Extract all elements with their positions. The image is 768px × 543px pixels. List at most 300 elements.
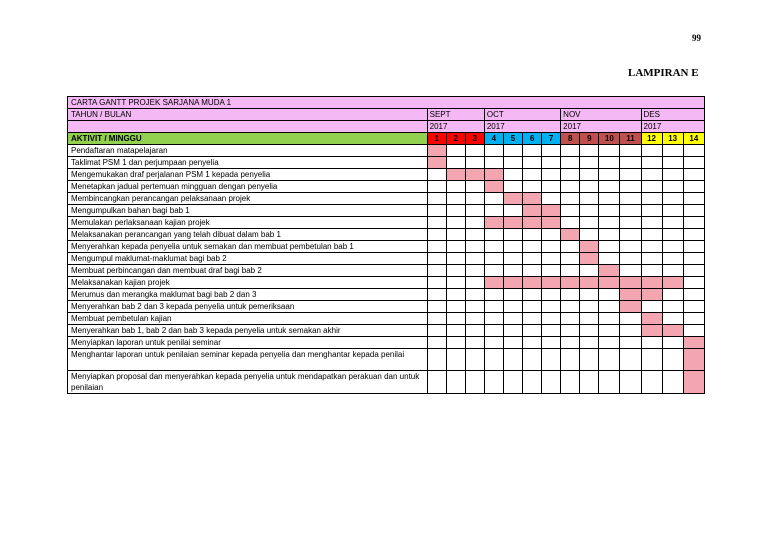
gantt-empty-cell <box>446 301 465 313</box>
gantt-empty-cell <box>465 253 484 265</box>
gantt-empty-cell <box>683 241 704 253</box>
gantt-empty-cell <box>580 169 599 181</box>
gantt-empty-cell <box>641 181 662 193</box>
week-header-cell: 9 <box>580 133 599 145</box>
activity-name: Membuat pembetulan kajian <box>68 313 428 325</box>
gantt-empty-cell <box>599 253 620 265</box>
week-row <box>68 133 705 145</box>
gantt-empty-cell <box>662 289 683 301</box>
month-oct: OCT <box>484 109 560 121</box>
gantt-empty-cell <box>599 325 620 337</box>
activity-row <box>68 241 705 253</box>
activity-row <box>68 337 705 349</box>
gantt-empty-cell <box>523 349 542 371</box>
gantt-bar-cell <box>427 157 446 169</box>
gantt-empty-cell <box>542 337 561 349</box>
gantt-bar-cell <box>427 145 446 157</box>
title-row <box>68 97 705 109</box>
activity-row <box>68 193 705 205</box>
gantt-empty-cell <box>523 289 542 301</box>
gantt-empty-cell <box>599 301 620 313</box>
gantt-empty-cell <box>523 157 542 169</box>
gantt-empty-cell <box>427 253 446 265</box>
gantt-empty-cell <box>683 313 704 325</box>
gantt-empty-cell <box>599 349 620 371</box>
gantt-bar-cell <box>599 265 620 277</box>
gantt-empty-cell <box>580 193 599 205</box>
gantt-empty-cell <box>620 205 641 217</box>
gantt-empty-cell <box>683 265 704 277</box>
gantt-empty-cell <box>599 169 620 181</box>
gantt-empty-cell <box>523 313 542 325</box>
year-des: 2017 <box>641 121 704 133</box>
gantt-empty-cell <box>427 325 446 337</box>
gantt-empty-cell <box>465 301 484 313</box>
gantt-empty-cell <box>427 301 446 313</box>
gantt-empty-cell <box>542 181 561 193</box>
gantt-empty-cell <box>465 265 484 277</box>
gantt-empty-cell <box>561 337 580 349</box>
week-header-cell: 12 <box>641 133 662 145</box>
gantt-bar-cell <box>484 181 503 193</box>
activity-row <box>68 217 705 229</box>
week-header-cell: 6 <box>523 133 542 145</box>
activity-name: Menetapkan jadual pertemuan mingguan dengan penyelia <box>68 181 428 193</box>
gantt-bar-cell <box>683 371 704 394</box>
gantt-empty-cell <box>484 205 503 217</box>
month-des: DES <box>641 109 704 121</box>
gantt-bar-cell <box>465 169 484 181</box>
activity-row <box>68 169 705 181</box>
gantt-empty-cell <box>542 301 561 313</box>
gantt-empty-cell <box>580 205 599 217</box>
gantt-empty-cell <box>542 265 561 277</box>
gantt-empty-cell <box>465 337 484 349</box>
gantt-empty-cell <box>542 169 561 181</box>
gantt-empty-cell <box>523 337 542 349</box>
week-header-cell: 13 <box>662 133 683 145</box>
gantt-empty-cell <box>484 371 503 394</box>
page-number: 99 <box>692 33 701 43</box>
gantt-empty-cell <box>662 205 683 217</box>
gantt-empty-cell <box>446 289 465 301</box>
activity-name: Taklimat PSM 1 dan perjumpaan penyelia <box>68 157 428 169</box>
gantt-empty-cell <box>620 349 641 371</box>
gantt-empty-cell <box>641 301 662 313</box>
activity-row <box>68 349 705 371</box>
year-month-label: TAHUN / BULAN <box>68 109 428 121</box>
gantt-empty-cell <box>641 217 662 229</box>
gantt-empty-cell <box>503 181 522 193</box>
activity-row <box>68 313 705 325</box>
gantt-empty-cell <box>620 145 641 157</box>
gantt-empty-cell <box>427 265 446 277</box>
gantt-empty-cell <box>465 145 484 157</box>
gantt-empty-cell <box>641 193 662 205</box>
activity-name: Menyerahkan bab 1, bab 2 dan bab 3 kepada penyelia untuk semakan akhir <box>68 325 428 337</box>
gantt-empty-cell <box>580 371 599 394</box>
gantt-empty-cell <box>446 371 465 394</box>
activity-name: Membincangkan perancangan pelaksanaan projek <box>68 193 428 205</box>
gantt-empty-cell <box>599 337 620 349</box>
month-sept: SEPT <box>427 109 484 121</box>
gantt-empty-cell <box>503 371 522 394</box>
gantt-empty-cell <box>641 169 662 181</box>
appendix-title: LAMPIRAN E <box>628 67 699 79</box>
week-header-cell: 11 <box>620 133 641 145</box>
gantt-empty-cell <box>641 241 662 253</box>
gantt-empty-cell <box>503 313 522 325</box>
gantt-empty-cell <box>465 277 484 289</box>
gantt-empty-cell <box>427 217 446 229</box>
gantt-empty-cell <box>523 325 542 337</box>
gantt-empty-cell <box>523 145 542 157</box>
gantt-empty-cell <box>662 371 683 394</box>
gantt-bar-cell <box>580 277 599 289</box>
gantt-empty-cell <box>641 349 662 371</box>
gantt-empty-cell <box>620 313 641 325</box>
year-nov: 2017 <box>561 121 641 133</box>
gantt-empty-cell <box>580 289 599 301</box>
gantt-empty-cell <box>465 229 484 241</box>
gantt-empty-cell <box>427 277 446 289</box>
gantt-empty-cell <box>599 241 620 253</box>
activity-name: Menyerahkan kepada penyelia untuk semakan dan membuat pembetulan bab 1 <box>68 241 428 253</box>
activity-row <box>68 325 705 337</box>
gantt-empty-cell <box>599 229 620 241</box>
gantt-empty-cell <box>446 145 465 157</box>
gantt-empty-cell <box>503 325 522 337</box>
gantt-bar-cell <box>662 277 683 289</box>
gantt-empty-cell <box>523 241 542 253</box>
gantt-empty-cell <box>465 371 484 394</box>
activity-name: Menyerahkan bab 2 dan 3 kepada penyelia untuk pemeriksaan <box>68 301 428 313</box>
gantt-empty-cell <box>599 289 620 301</box>
gantt-empty-cell <box>561 241 580 253</box>
gantt-empty-cell <box>641 337 662 349</box>
gantt-bar-cell <box>446 169 465 181</box>
gantt-empty-cell <box>561 205 580 217</box>
gantt-empty-cell <box>465 349 484 371</box>
gantt-empty-cell <box>599 313 620 325</box>
gantt-empty-cell <box>427 349 446 371</box>
gantt-empty-cell <box>620 371 641 394</box>
gantt-bar-cell <box>620 289 641 301</box>
gantt-empty-cell <box>446 325 465 337</box>
activity-row <box>68 157 705 169</box>
gantt-empty-cell <box>446 313 465 325</box>
gantt-empty-cell <box>620 229 641 241</box>
gantt-empty-cell <box>683 145 704 157</box>
gantt-empty-cell <box>484 241 503 253</box>
week-header-cell: 3 <box>465 133 484 145</box>
gantt-empty-cell <box>465 193 484 205</box>
activity-name: Menghantar laporan untuk penilaian seminar kepada penyelia dan menghantar kepada penilai <box>68 349 428 371</box>
gantt-empty-cell <box>446 205 465 217</box>
gantt-empty-cell <box>542 145 561 157</box>
month-row <box>68 109 705 121</box>
gantt-empty-cell <box>683 217 704 229</box>
gantt-bar-cell <box>662 325 683 337</box>
year-row-spacer <box>68 121 428 133</box>
activity-row <box>68 301 705 313</box>
gantt-empty-cell <box>620 325 641 337</box>
gantt-empty-cell <box>580 325 599 337</box>
gantt-empty-cell <box>641 205 662 217</box>
gantt-bar-cell <box>523 277 542 289</box>
gantt-empty-cell <box>662 253 683 265</box>
gantt-bar-cell <box>641 277 662 289</box>
gantt-empty-cell <box>542 313 561 325</box>
gantt-empty-cell <box>620 157 641 169</box>
gantt-empty-cell <box>561 371 580 394</box>
gantt-bar-cell <box>683 349 704 371</box>
gantt-empty-cell <box>620 217 641 229</box>
gantt-empty-cell <box>484 145 503 157</box>
gantt-empty-cell <box>641 253 662 265</box>
gantt-empty-cell <box>662 169 683 181</box>
gantt-empty-cell <box>683 277 704 289</box>
activity-row <box>68 253 705 265</box>
gantt-empty-cell <box>641 229 662 241</box>
gantt-empty-cell <box>484 157 503 169</box>
gantt-bar-cell <box>542 205 561 217</box>
gantt-empty-cell <box>599 145 620 157</box>
gantt-empty-cell <box>503 169 522 181</box>
gantt-empty-cell <box>446 265 465 277</box>
gantt-empty-cell <box>599 157 620 169</box>
activity-name: Merumus dan merangka maklumat bagi bab 2 dan 3 <box>68 289 428 301</box>
gantt-empty-cell <box>503 349 522 371</box>
activity-name: Memulakan perlaksanaan kajian projek <box>68 217 428 229</box>
month-nov: NOV <box>561 109 641 121</box>
gantt-empty-cell <box>542 193 561 205</box>
gantt-empty-cell <box>503 265 522 277</box>
gantt-chart-table <box>67 96 705 394</box>
gantt-empty-cell <box>561 145 580 157</box>
gantt-empty-cell <box>446 241 465 253</box>
activity-name: Mengumpul maklumat-maklumat bagi bab 2 <box>68 253 428 265</box>
gantt-bar-cell <box>484 169 503 181</box>
gantt-empty-cell <box>662 217 683 229</box>
week-header-cell: 8 <box>561 133 580 145</box>
gantt-empty-cell <box>561 289 580 301</box>
gantt-empty-cell <box>427 205 446 217</box>
activity-row <box>68 265 705 277</box>
gantt-empty-cell <box>484 265 503 277</box>
activity-row <box>68 229 705 241</box>
gantt-empty-cell <box>683 157 704 169</box>
gantt-empty-cell <box>427 241 446 253</box>
gantt-bar-cell <box>580 253 599 265</box>
gantt-empty-cell <box>662 301 683 313</box>
activity-row <box>68 205 705 217</box>
gantt-bar-cell <box>523 217 542 229</box>
gantt-empty-cell <box>465 325 484 337</box>
gantt-bar-cell <box>523 193 542 205</box>
gantt-empty-cell <box>503 157 522 169</box>
gantt-bar-cell <box>620 301 641 313</box>
gantt-empty-cell <box>599 217 620 229</box>
gantt-empty-cell <box>446 277 465 289</box>
gantt-empty-cell <box>503 301 522 313</box>
gantt-empty-cell <box>580 217 599 229</box>
gantt-empty-cell <box>465 205 484 217</box>
gantt-empty-cell <box>465 217 484 229</box>
activity-row <box>68 289 705 301</box>
gantt-empty-cell <box>580 229 599 241</box>
gantt-bar-cell <box>484 217 503 229</box>
gantt-bar-cell <box>599 277 620 289</box>
gantt-bar-cell <box>484 277 503 289</box>
gantt-empty-cell <box>427 337 446 349</box>
gantt-empty-cell <box>620 169 641 181</box>
gantt-empty-cell <box>523 301 542 313</box>
gantt-empty-cell <box>427 289 446 301</box>
gantt-empty-cell <box>561 265 580 277</box>
activity-row <box>68 371 705 394</box>
activity-row <box>68 145 705 157</box>
gantt-empty-cell <box>641 371 662 394</box>
gantt-empty-cell <box>580 181 599 193</box>
gantt-empty-cell <box>620 253 641 265</box>
gantt-empty-cell <box>662 229 683 241</box>
activity-name: Pendaftaran matapelajaran <box>68 145 428 157</box>
activity-name: Melaksanakan kajian projek <box>68 277 428 289</box>
gantt-empty-cell <box>523 181 542 193</box>
gantt-empty-cell <box>542 371 561 394</box>
gantt-bar-cell <box>641 313 662 325</box>
gantt-empty-cell <box>427 371 446 394</box>
gantt-empty-cell <box>580 145 599 157</box>
gantt-empty-cell <box>683 205 704 217</box>
year-row <box>68 121 705 133</box>
gantt-empty-cell <box>446 253 465 265</box>
year-sept: 2017 <box>427 121 484 133</box>
gantt-empty-cell <box>542 325 561 337</box>
gantt-empty-cell <box>561 157 580 169</box>
gantt-empty-cell <box>542 157 561 169</box>
week-header-cell: 1 <box>427 133 446 145</box>
gantt-empty-cell <box>503 241 522 253</box>
gantt-empty-cell <box>599 181 620 193</box>
activity-name: Melaksanakan perancangan yang telah dibuat dalam bab 1 <box>68 229 428 241</box>
gantt-empty-cell <box>484 253 503 265</box>
gantt-empty-cell <box>446 157 465 169</box>
gantt-empty-cell <box>599 205 620 217</box>
gantt-empty-cell <box>561 349 580 371</box>
gantt-bar-cell <box>503 193 522 205</box>
gantt-empty-cell <box>580 349 599 371</box>
activity-name: Menyiapkan laporan untuk penilai seminar <box>68 337 428 349</box>
gantt-empty-cell <box>683 229 704 241</box>
gantt-empty-cell <box>662 241 683 253</box>
gantt-empty-cell <box>465 313 484 325</box>
gantt-empty-cell <box>561 181 580 193</box>
gantt-bar-cell <box>683 337 704 349</box>
week-header-cell: 4 <box>484 133 503 145</box>
gantt-empty-cell <box>427 313 446 325</box>
gantt-empty-cell <box>620 265 641 277</box>
gantt-empty-cell <box>542 289 561 301</box>
gantt-empty-cell <box>620 193 641 205</box>
gantt-empty-cell <box>465 241 484 253</box>
gantt-bar-cell <box>641 325 662 337</box>
gantt-empty-cell <box>599 371 620 394</box>
gantt-empty-cell <box>683 181 704 193</box>
gantt-empty-cell <box>484 301 503 313</box>
gantt-empty-cell <box>662 193 683 205</box>
gantt-empty-cell <box>503 253 522 265</box>
gantt-empty-cell <box>503 205 522 217</box>
gantt-empty-cell <box>641 157 662 169</box>
gantt-empty-cell <box>503 337 522 349</box>
gantt-empty-cell <box>620 241 641 253</box>
gantt-empty-cell <box>662 337 683 349</box>
gantt-empty-cell <box>641 145 662 157</box>
gantt-empty-cell <box>662 181 683 193</box>
gantt-empty-cell <box>580 265 599 277</box>
gantt-empty-cell <box>561 193 580 205</box>
gantt-empty-cell <box>662 313 683 325</box>
gantt-bar-cell <box>542 277 561 289</box>
gantt-empty-cell <box>561 325 580 337</box>
gantt-empty-cell <box>662 145 683 157</box>
gantt-bar-cell <box>503 277 522 289</box>
activity-name: Menyiapkan proposal dan menyerahkan kepada penyelia untuk mendapatkan perakuan dan untuk penilaian <box>68 371 428 394</box>
gantt-empty-cell <box>446 229 465 241</box>
gantt-empty-cell <box>683 193 704 205</box>
gantt-empty-cell <box>683 325 704 337</box>
gantt-empty-cell <box>561 301 580 313</box>
gantt-empty-cell <box>484 325 503 337</box>
week-header-cell: 2 <box>446 133 465 145</box>
gantt-empty-cell <box>484 193 503 205</box>
gantt-empty-cell <box>561 313 580 325</box>
gantt-bar-cell <box>561 277 580 289</box>
gantt-empty-cell <box>580 337 599 349</box>
gantt-empty-cell <box>503 229 522 241</box>
gantt-bar-cell <box>523 205 542 217</box>
gantt-empty-cell <box>683 301 704 313</box>
gantt-empty-cell <box>683 253 704 265</box>
gantt-empty-cell <box>641 265 662 277</box>
chart-title: CARTA GANTT PROJEK SARJANA MUDA 1 <box>68 97 705 109</box>
gantt-empty-cell <box>427 193 446 205</box>
gantt-empty-cell <box>542 349 561 371</box>
gantt-empty-cell <box>662 349 683 371</box>
gantt-empty-cell <box>662 157 683 169</box>
gantt-empty-cell <box>523 265 542 277</box>
activity-name: Mengumpulkan bahan bagi bab 1 <box>68 205 428 217</box>
gantt-empty-cell <box>427 181 446 193</box>
week-header-cell: 10 <box>599 133 620 145</box>
year-oct: 2017 <box>484 121 560 133</box>
gantt-bar-cell <box>561 229 580 241</box>
gantt-empty-cell <box>484 349 503 371</box>
gantt-empty-cell <box>580 313 599 325</box>
gantt-empty-cell <box>446 349 465 371</box>
gantt-empty-cell <box>620 337 641 349</box>
gantt-empty-cell <box>465 181 484 193</box>
gantt-empty-cell <box>465 157 484 169</box>
activity-row <box>68 181 705 193</box>
gantt-empty-cell <box>484 313 503 325</box>
week-header-cell: 5 <box>503 133 522 145</box>
activity-name: Membuat perbincangan dan membuat draf bagi bab 2 <box>68 265 428 277</box>
week-header-cell: 7 <box>542 133 561 145</box>
gantt-empty-cell <box>523 253 542 265</box>
